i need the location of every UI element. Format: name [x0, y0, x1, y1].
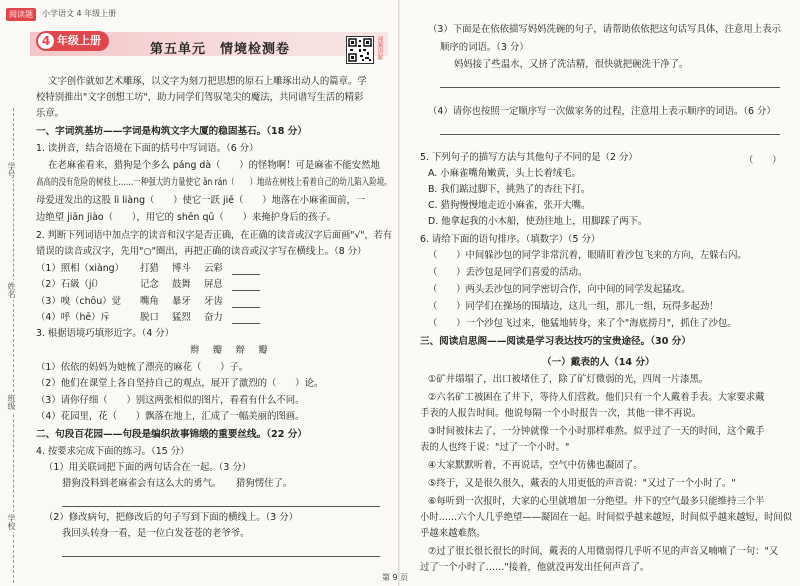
q4-prompt: 4. 按要求完成下面的练习。（15 分） — [36, 446, 190, 457]
r-q3-sentence: 妈妈接了些温水，又挤了洗洁精，很快就把碗洗干净了。 — [454, 59, 689, 70]
q3-item-4: （4）花园里，花（ ）飘落在地上，汇成了一幅美丽的图画。 — [36, 411, 305, 422]
story-paragraph-7a: ⑦过了很长很长很长的时间，戴表的人用微弱得几乎听不见的声音又喃喃了一句："又 — [428, 546, 779, 557]
page-title: 第五单元 情境检测卷 — [150, 42, 291, 57]
q6-item-3[interactable]: （ ）两头丢沙包的同学密切合作，向中间的同学发起猛攻。 — [428, 284, 691, 295]
q6-prompt: 6. 请给下面的语句排序。（填数字）（5 分） — [420, 234, 601, 245]
story-paragraph-2a: ②六名矿工被困在了井下，等待人们营救。他们只有一个人戴着手表。大家要求戴 — [428, 392, 765, 403]
q4a-sentence-2: 猎狗愣住了。 — [236, 478, 293, 489]
r-q3-answer-line[interactable] — [440, 87, 780, 88]
story-paragraph-3b: 表的人也终于说："过了一个小时。" — [420, 442, 570, 453]
q1-line-1: 在老麻雀看来，猎狗是个多么 páng dà（ ）的怪物啊！可是麻雀不能安然地 — [48, 160, 380, 171]
q5-answer-paren[interactable]: （ ） — [744, 155, 782, 166]
q2-row-3-item-1: （3）嗅（chōu）觉 — [36, 296, 121, 307]
q2-answer-3[interactable] — [232, 307, 260, 308]
r-q3-prompt-2: 顺序的词语。（3 分） — [440, 42, 529, 53]
q4b-answer-line[interactable] — [62, 556, 380, 557]
story-paragraph-7b: 过了一个小时了……"接着，他就没再发出任何声音了。 — [420, 562, 650, 573]
side-label-school: 学校 — [7, 514, 16, 530]
q2-answer-1[interactable] — [232, 274, 260, 275]
q5-option-a[interactable]: A. 小麻雀嘴角嫩黄，头上长着绒毛。 — [428, 168, 581, 179]
story-paragraph-6c: 乎越来越难熬。 — [420, 528, 486, 539]
q3-item-1: （1）依依的妈妈为她梳了漂亮的麻花（ ）子。 — [36, 362, 249, 373]
q2-row-2-item-1: （2）石級（jí） — [36, 279, 104, 290]
q1-line-4: 边绝望 jiān jiào（ ），用它的 shēn qū（ ）来掩护身后的孩子。 — [36, 212, 337, 223]
story-paragraph-6a: ⑥每听到一次报时，大家的心里就增加一分绝望。井下的空气最多只能维持三个半 — [428, 496, 765, 507]
side-label-student-no: 学号 — [7, 162, 16, 178]
q4b-prompt: （2）修改病句，把修改后的句子写到下面的横线上。（3 分） — [44, 512, 298, 523]
right-page — [400, 0, 800, 586]
q2-row-4-item-1: （4）呼（hē）斥 — [36, 312, 110, 323]
q3-item-2: （2）他们在课堂上各自坚持自己的观点，展开了激烈的（ ）论。 — [36, 378, 324, 389]
q3-item-3: （3）请你仔细（ ）别这两张相似的图片，看看有什么不同。 — [36, 395, 305, 406]
q5-option-b[interactable]: B. 我们踮过脚下，挑熟了的杏往下打。 — [428, 184, 591, 195]
intro-line-1: 文字创作就如艺术雕琢，以文字为刻刀把思想的原石上雕琢出动人的篇章。学 — [48, 76, 367, 87]
grade-number: 4 — [38, 33, 54, 49]
q2-row-1-item-1: （1）照相（xiàng） — [36, 263, 125, 274]
q2-row-2-item-4: 屏息 — [204, 279, 223, 290]
q2-row-3-item-2: 嘴角 — [140, 296, 159, 307]
qr-label: 视频讲解 — [376, 36, 383, 60]
qr-code-icon[interactable] — [346, 36, 374, 64]
book-title: 小学语文 4 年级上册 — [42, 9, 117, 18]
side-label-name: 姓名 — [7, 282, 16, 298]
story-paragraph-5: ⑤终于，又是很久很久，戴表的人用更低的声音说："又过了一个小时了。" — [428, 478, 736, 489]
q2-row-4-item-3: 猛烈 — [172, 312, 191, 323]
story-paragraph-1: ①矿井塌塌了，出口被堵住了，除了矿灯微弱的光，四周一片漆黑。 — [428, 374, 709, 385]
r-q4-answer-line[interactable] — [440, 134, 780, 135]
section-1-title: 一、字词筑基坊——字词是构筑文字大厦的稳固基石。（18 分） — [36, 126, 307, 137]
q4a-answer-line[interactable] — [62, 506, 380, 507]
q2-answer-4[interactable] — [232, 323, 260, 324]
grade-text: 年级上册 — [57, 34, 101, 47]
q2-row-1-item-4: 云彩 — [204, 263, 223, 274]
q2-row-2-item-2: 记念 — [140, 279, 159, 290]
q3-prompt: 3. 根据语境巧填形近字。（4 分） — [36, 328, 175, 339]
story-paragraph-6b: 小时……六个人几乎绝望——凝固在一起。时间似乎越来越短，时间似乎越来越短，时间似 — [420, 512, 793, 523]
story-paragraph-2b: 手表的人报告时间。他说每隔一个小时报告一次，其他一律不再说。 — [420, 408, 702, 419]
story-paragraph-3a: ③时间被抹去了，一分钟就像一个小时那样难熬。似乎过了一天的时间，这个戴手 — [428, 426, 765, 437]
intro-line-3: 乐章。 — [36, 108, 65, 119]
q6-item-4[interactable]: （ ）同学们在操场的围墙边，这儿一组，那儿一组，玩得多起劲！ — [428, 301, 719, 312]
q1-line-2: 高高的没有危险的树枝上……一种强大的力量使它 ān rán（ ）地站在树枝上看着自己的幼儿陷入险境。 — [36, 177, 392, 188]
section-3-title: 三、阅读启思阁——阅读是学习表达技巧的宝贵途径。（30 分） — [420, 336, 691, 347]
q6-item-1[interactable]: （ ）中间躲沙包的同学非常沉着，眼睛盯着沙包飞来的方向，左躲右闪。 — [428, 250, 747, 261]
q1-prompt: 1. 读拼音，结合语境在下面的括号中写词语。（6 分） — [36, 143, 259, 154]
q4b-sentence: 我回头转身一看，是一位白发苍苍的老爷爷。 — [62, 528, 250, 539]
r-q3-prompt: （3）下面是在依依描写妈妈洗碗的句子，请帮助依依把这句话写具体，注意用上表示 — [428, 24, 781, 35]
q2-prompt-2: 错误的读音或汉字，先用"○"圈出，再把正确的读音或汉字写在横线上。（8 分） — [36, 246, 367, 257]
q3-characters: 辫 瓣 辩 瓣 — [190, 345, 270, 356]
page-number: 第 9 页 — [382, 573, 409, 582]
q2-row-1-item-2: 打猎 — [140, 263, 159, 274]
q2-row-3-item-4: 牙齿 — [204, 296, 223, 307]
q6-item-2[interactable]: （ ）丢沙包是同学们喜爱的活动。 — [428, 267, 588, 278]
q2-answer-2[interactable] — [232, 290, 260, 291]
q1-line-3: 母爱迸发出的这股 lì liàng（ ）使它一跃 jiē（ ）地落在小麻雀面前，一 — [36, 195, 366, 206]
brand-tag: 阅读题 — [6, 8, 36, 21]
q2-row-4-item-2: 脱口 — [140, 312, 159, 323]
story-paragraph-4: ④大家默默听着，不再说话，空气中仿佛也凝固了。 — [428, 460, 643, 471]
section-2-title: 二、句段百花园——句段是编织故事锦缎的重要丝线。（22 分） — [36, 429, 307, 440]
q4a-sentence-1: 猎狗没料到老麻雀会有这么大的勇气。 — [62, 478, 222, 489]
q2-prompt: 2. 判断下列词语中加点字的读音和汉字是否正确，在正确的读音或汉字后面画"√"，若有 — [36, 230, 393, 241]
q5-prompt: 5. 下列句子的描写方法与其他句子不同的是（2 分） — [420, 152, 638, 163]
q2-row-3-item-3: 暴牙 — [172, 296, 191, 307]
q6-item-5[interactable]: （ ）一个沙包飞过来，他猛地转身，来了个"海底捞月"，抓住了沙包。 — [428, 318, 737, 329]
q5-option-d[interactable]: D. 他拿起我的小木船，使劲往地上，用脚踩了两下。 — [428, 216, 648, 227]
q5-option-c[interactable]: C. 猎狗慢慢地走近小麻雀，张开大嘴。 — [428, 200, 591, 211]
r-q4-prompt: （4）请你也按照一定顺序写一次做家务的过程，注意用上表示顺序的词语。（6 分） — [428, 106, 776, 117]
story-title: （一）戴表的人（14 分） — [542, 357, 655, 368]
side-label-class: 班级 — [7, 394, 16, 410]
q2-row-2-item-3: 鼓舞 — [172, 279, 191, 290]
intro-line-2: 校特别推出"文字创想工坊"，助力同学们驾驭笔尖的魔法，共同谱写生活的精彩 — [36, 92, 364, 103]
q2-row-1-item-3: 博斗 — [172, 263, 191, 274]
q4a-prompt: （1）用关联词把下面的两句话合在一起。（3 分） — [44, 462, 252, 473]
grade-badge — [36, 31, 109, 51]
q2-row-4-item-4: 奋力 — [204, 312, 223, 323]
